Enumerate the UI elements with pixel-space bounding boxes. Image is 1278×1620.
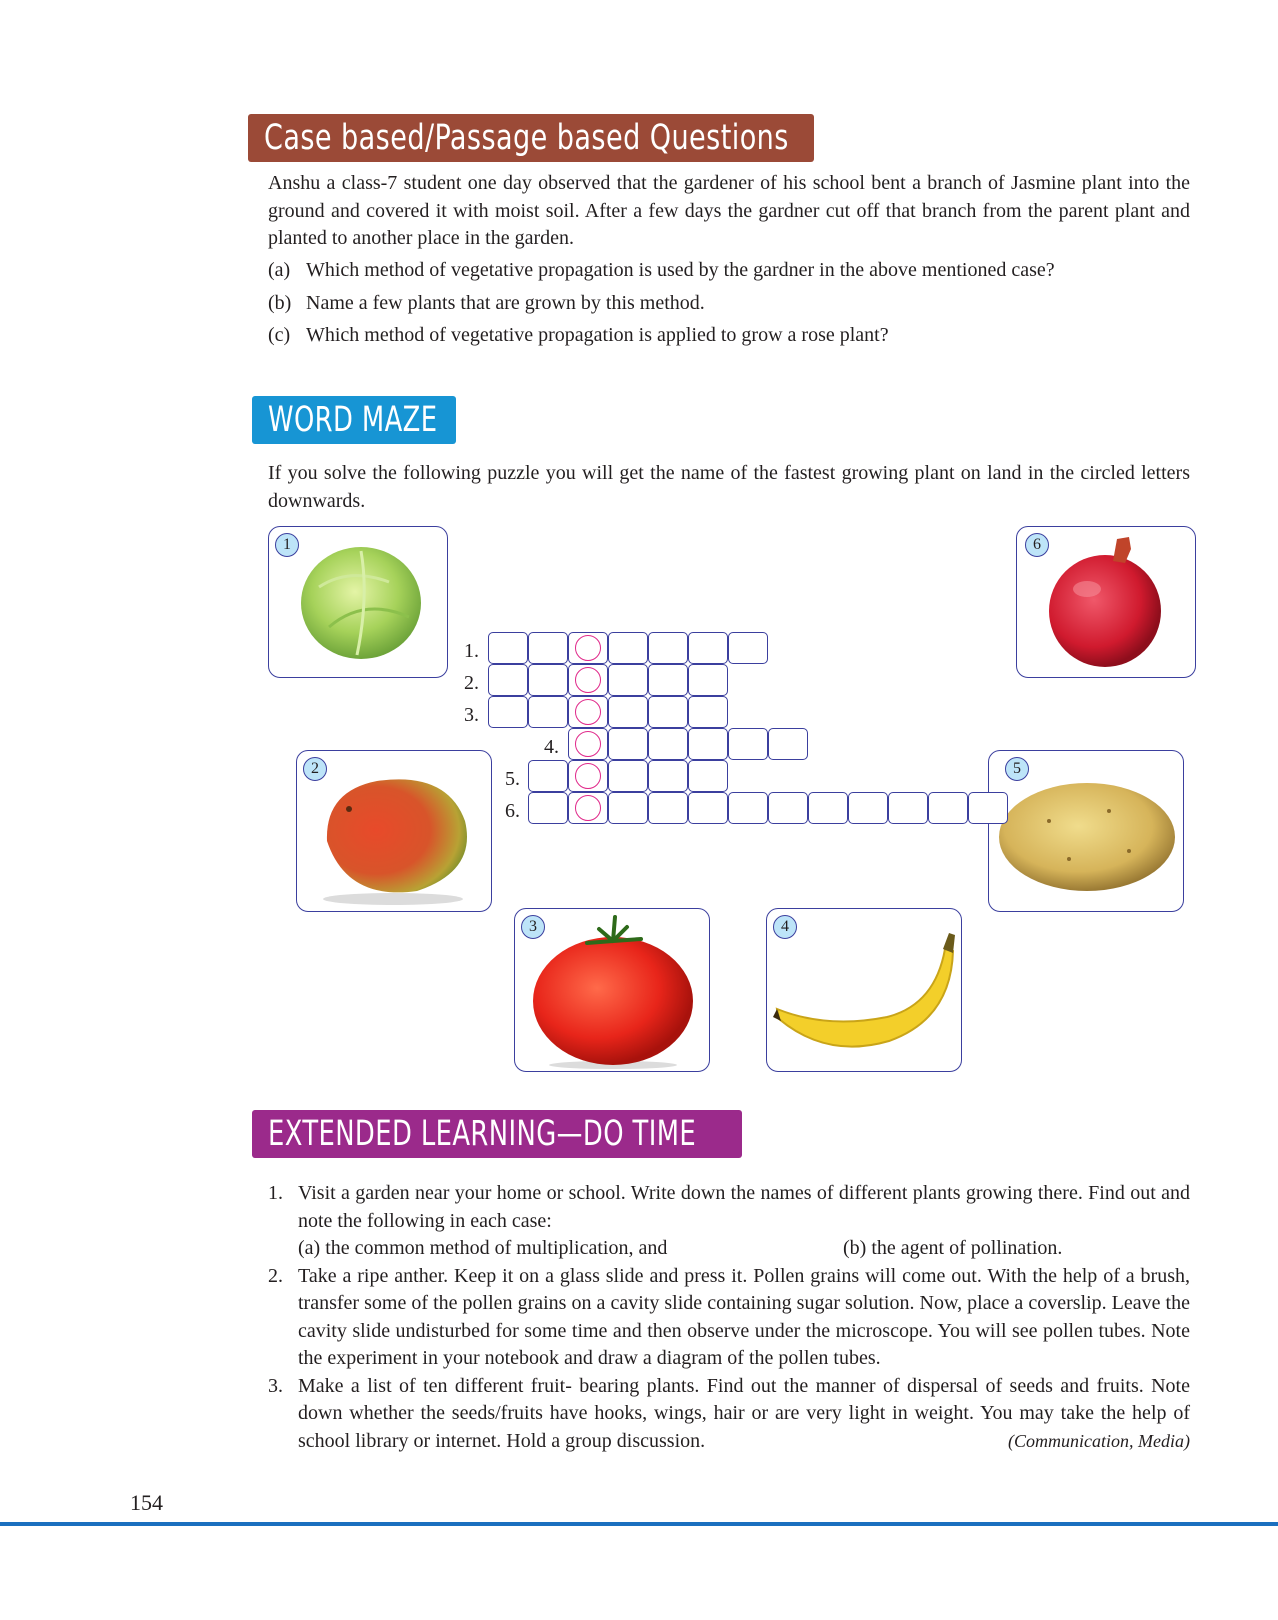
picture-card-banana (766, 908, 962, 1072)
crossword-cell[interactable] (728, 632, 768, 664)
crossword-cell[interactable] (928, 792, 968, 824)
crossword-cell[interactable] (968, 792, 1008, 824)
word-maze-heading: WORD MAZE (252, 396, 456, 444)
crossword-cell[interactable] (768, 728, 808, 760)
crossword-cell[interactable] (608, 728, 648, 760)
crossword-cell[interactable] (688, 664, 728, 696)
word-maze-instruction: If you solve the following puzzle you will get the name of the fastest growing plant on land in the circled letters downwards. (268, 462, 1190, 512)
crossword-cell[interactable] (568, 632, 608, 664)
page-number: 154 (130, 1490, 163, 1515)
crossword-cell[interactable] (728, 792, 768, 824)
crossword-cell[interactable] (528, 792, 568, 824)
crossword-cell[interactable] (808, 792, 848, 824)
crossword-row-label: 4. (544, 736, 559, 758)
crossword-cell[interactable] (528, 696, 568, 728)
tomato-image (515, 909, 707, 1069)
crossword-row-label: 1. (464, 640, 479, 662)
crossword-cell[interactable] (688, 696, 728, 728)
crossword-cell[interactable] (728, 728, 768, 760)
picture-card-pomegranate (1016, 526, 1196, 678)
extended-learning-list (268, 1180, 1190, 1455)
crossword-cell[interactable] (688, 728, 728, 760)
circled-letter-marker (575, 795, 601, 821)
crossword-cell[interactable] (768, 792, 808, 824)
circled-letter-marker (575, 667, 601, 693)
crossword-cell[interactable] (608, 696, 648, 728)
sub-item-b: (b) the agent of pollination. (843, 1237, 1063, 1259)
list-item: 3. Make a list of ten different fruit- bearing plants. Find out the manner of dispersal of seeds and fruits. Note down whether the seeds/fruits have hooks, wings, hair or are very light in weight. You may take the help of school library or internet. Hold a group discussion. (Communication, Media) (268, 1373, 1190, 1456)
banana-image (767, 909, 959, 1069)
cabbage-image (269, 527, 445, 675)
crossword-cell[interactable] (528, 632, 568, 664)
crossword-cell[interactable] (488, 632, 528, 664)
case-section-heading: Case based/Passage based Questions (248, 114, 814, 162)
potato-image (989, 751, 1181, 909)
crossword-cell[interactable] (648, 696, 688, 728)
circled-letter-marker (575, 763, 601, 789)
picture-number: 2 (303, 757, 327, 781)
crossword-cell[interactable] (568, 664, 608, 696)
crossword-row-label: 2. (464, 672, 479, 694)
sub-item-a: (a) the common method of multiplication, and (298, 1237, 668, 1259)
circled-letter-marker (575, 635, 601, 661)
crossword-row-label: 5. (505, 768, 520, 790)
mango-image (297, 751, 489, 909)
crossword-cell[interactable] (488, 696, 528, 728)
crossword-cell[interactable] (688, 632, 728, 664)
footer-rule (0, 1522, 1278, 1526)
pomegranate-image (1017, 527, 1193, 675)
picture-card-tomato (514, 908, 710, 1072)
crossword-cell[interactable] (688, 760, 728, 792)
crossword-cell[interactable] (608, 760, 648, 792)
crossword-cell[interactable] (528, 664, 568, 696)
picture-number: 3 (521, 915, 545, 939)
circled-letter-marker (575, 699, 601, 725)
picture-number: 6 (1025, 533, 1049, 557)
crossword-cell[interactable] (528, 760, 568, 792)
crossword-cell[interactable] (648, 664, 688, 696)
crossword-cell[interactable] (888, 792, 928, 824)
crossword-cell[interactable] (608, 632, 648, 664)
picture-card-mango (296, 750, 492, 912)
communication-tag: (Communication, Media) (1008, 1430, 1190, 1451)
crossword-cell[interactable] (568, 728, 608, 760)
crossword-cell[interactable] (488, 664, 528, 696)
crossword-cell[interactable] (568, 792, 608, 824)
list-item: 2. Take a ripe anther. Keep it on a glass slide and press it. Pollen grains will come out. With the help of a brush, transfer some of the pollen grains on a cavity slide containing sugar solution. Now, place a coverslip. Leave the cavity slide undisturbed for some time and then observe under the microscope. You will see pollen tubes. Note the experiment in your notebook and draw a diagram of the pollen tubes. (268, 1264, 1190, 1369)
picture-number: 5 (1005, 757, 1029, 781)
picture-number: 1 (275, 533, 299, 557)
picture-card-potato (988, 750, 1184, 912)
crossword-row-label: 6. (505, 800, 520, 822)
crossword-cell[interactable] (608, 792, 648, 824)
extended-learning-heading: EXTENDED LEARNING—DO TIME (252, 1110, 742, 1158)
case-passage: Anshu a class-7 student one day observed that the gardener of his school bent a branch of Jasmine plant into the ground and covered it with moist soil. After a few days the gardner cut off that branch from the parent plant and planted to another place in the garden. (268, 172, 1190, 249)
picture-card-cabbage (268, 526, 448, 678)
crossword-cell[interactable] (568, 696, 608, 728)
crossword-cell[interactable] (568, 760, 608, 792)
circled-letter-marker (575, 731, 601, 757)
crossword-row-label: 3. (464, 704, 479, 726)
list-item: 1. Visit a garden near your home or school. Write down the names of different plants growing there. Find out and note the following in each case: (a) the common method of multiplication, and (b) the agent of pollination. (268, 1180, 1190, 1263)
crossword-cell[interactable] (648, 792, 688, 824)
crossword-cell[interactable] (848, 792, 888, 824)
picture-number: 4 (773, 915, 797, 939)
crossword-cell[interactable] (608, 664, 648, 696)
crossword-cell[interactable] (648, 760, 688, 792)
crossword-cell[interactable] (688, 792, 728, 824)
crossword-cell[interactable] (648, 728, 688, 760)
crossword-cell[interactable] (648, 632, 688, 664)
